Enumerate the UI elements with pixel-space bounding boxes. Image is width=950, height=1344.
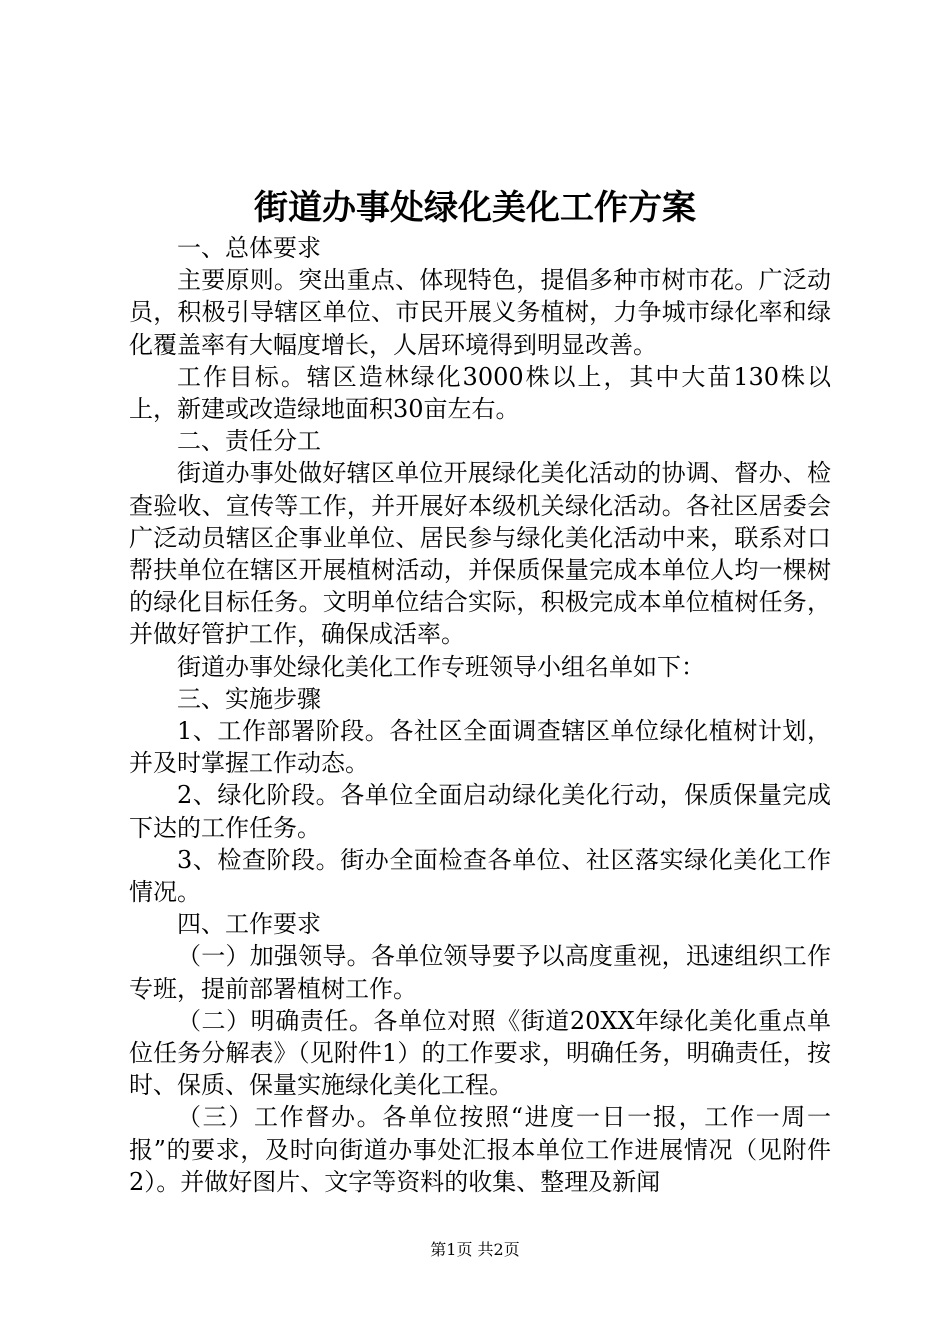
paragraph-main-principles: 主要原则。突出重点、体现特色，提倡多种市树市花。广泛动员，积极引导辖区单位、市民开展义务植树，力争城市绿化率和绿化覆盖率有大幅度增长，人居环境得到明显改善。 <box>129 266 831 359</box>
heading-implementation-steps: 三、实施步骤 <box>177 684 321 713</box>
paragraph-step-deployment: 1、工作部署阶段。各社区全面调查辖区单位绿化植树计划，并及时掌握工作动态。 <box>129 717 831 778</box>
paragraph-step-inspection: 3、检查阶段。街办全面检查各单位、社区落实绿化美化工作情况。 <box>129 845 831 907</box>
paragraph-strengthen-leadership: （一）加强领导。各单位领导要予以高度重视，迅速组织工作专班，提前部署植树工作。 <box>129 942 831 1003</box>
paragraph-work-goals: 工作目标。辖区造林绿化3000株以上，其中大苗130株以上，新建或改造绿地面积30亩左右。 <box>129 362 831 424</box>
document-body <box>129 232 831 1198</box>
document-title: 街道办事处绿化美化工作方案 <box>254 188 696 228</box>
heading-responsibilities: 二、责任分工 <box>177 427 321 456</box>
heading-work-requirements: 四、工作要求 <box>177 910 321 939</box>
paragraph-clarify-responsibility: （二）明确责任。各单位对照《街道20XX年绿化美化重点单位任务分解表》（见附件1）的工作要求，明确任务，明确责任，按时、保质、保量实施绿化美化工程。 <box>129 1006 831 1100</box>
paragraph-step-greening: 2、绿化阶段。各单位全面启动绿化美化行动，保质保量完成下达的工作任务。 <box>129 781 831 842</box>
page-footer: 第1页 共2页 <box>430 1240 520 1259</box>
heading-general-requirements: 一、总体要求 <box>177 234 321 262</box>
paragraph-leadership-list: 街道办事处绿化美化工作专班领导小组名单如下： <box>177 652 705 681</box>
paragraph-work-supervision: （三）工作督办。各单位按照“进度一日一报，工作一周一报”的要求，及时向街道办事处汇报本单位工作进展情况（见附件2）。并做好图片、文字等资料的收集、整理及新闻 <box>129 1103 831 1196</box>
paragraph-responsibilities: 街道办事处做好辖区单位开展绿化美化活动的协调、督办、检查验收、宣传等工作，并开展好本级机关绿化活动。各社区居委会广泛动员辖区企事业单位、居民参与绿化美化活动中来，联系对口帮扶单位在辖区开展植树活动，并保质保量完成本单位人均一棵树的绿化目标任务。文明单位结合实际，积极完成本单位植树任务，并做好管护工作，确保成活率。 <box>129 459 831 649</box>
